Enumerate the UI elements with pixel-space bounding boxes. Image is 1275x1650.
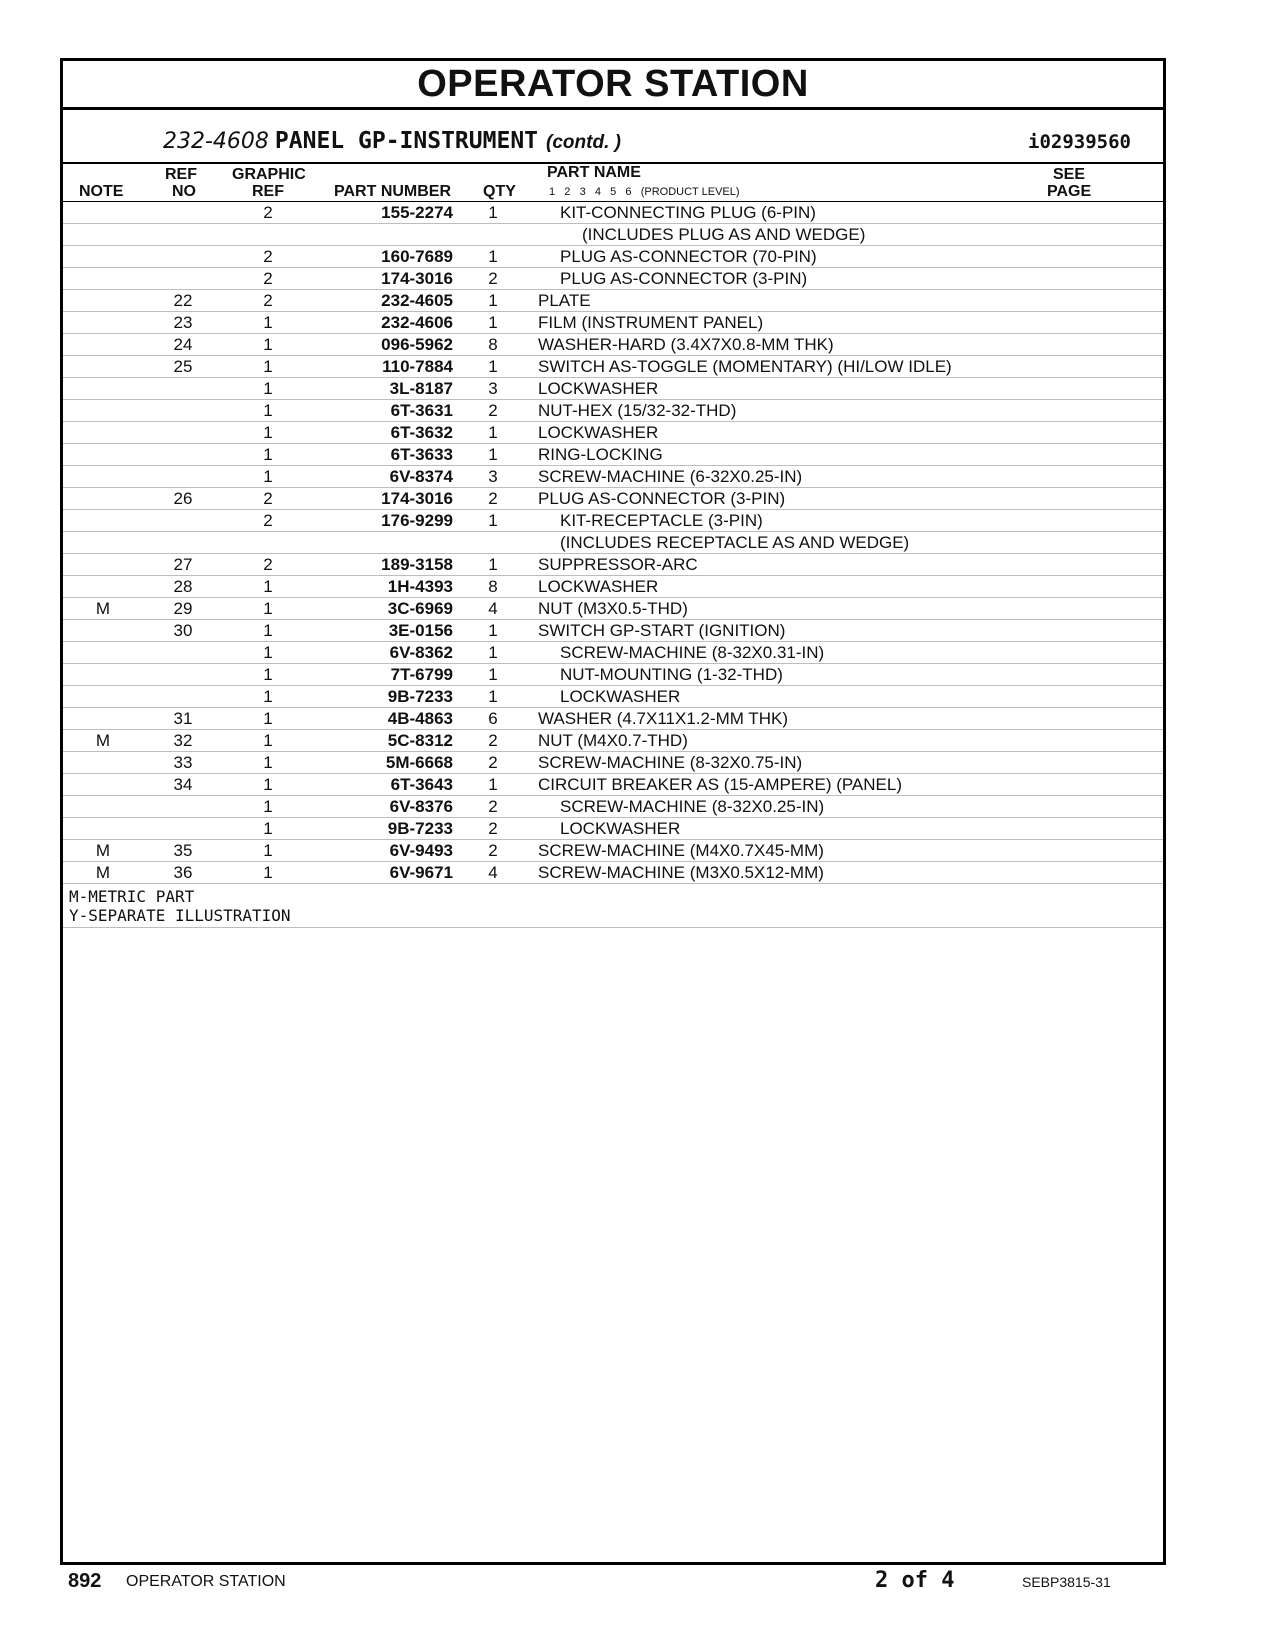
note-cell: [63, 664, 143, 686]
group-title: [163, 128, 621, 154]
qty-cell: 2: [453, 488, 533, 510]
table-row: [63, 268, 1163, 290]
qty-cell: 2: [453, 796, 533, 818]
part-name-cell: CIRCUIT BREAKER AS (15-AMPERE) (PANEL): [533, 774, 1093, 796]
graphic-ref-cell: 1: [223, 774, 313, 796]
note-cell: M: [63, 840, 143, 862]
footer-page-of: 2 of 4: [875, 1568, 955, 1593]
col-see-top: SEE: [1053, 166, 1086, 183]
qty-cell: [453, 224, 533, 246]
qty-cell: 2: [453, 730, 533, 752]
part-name-cell: SCREW-MACHINE (8-32X0.75-IN): [533, 752, 1093, 774]
part-name-cell: PLATE: [533, 290, 1093, 312]
column-headers: [63, 164, 1163, 202]
col-see-bottom: PAGE: [1047, 183, 1092, 200]
part-number-cell: 232-4606: [313, 312, 453, 334]
see-page-cell: [1093, 466, 1163, 488]
table-row: [63, 642, 1163, 664]
see-page-cell: [1093, 664, 1163, 686]
ref-no-cell: [143, 224, 223, 246]
see-page-cell: [1093, 598, 1163, 620]
graphic-ref-cell: 1: [223, 664, 313, 686]
see-page-cell: [1093, 730, 1163, 752]
see-page-cell: [1093, 554, 1163, 576]
ref-no-cell: [143, 378, 223, 400]
part-number-cell: 3L-8187: [313, 378, 453, 400]
ref-no-cell: 31: [143, 708, 223, 730]
table-row: [63, 246, 1163, 268]
part-number-cell: 3C-6969: [313, 598, 453, 620]
qty-cell: 2: [453, 752, 533, 774]
part-name-cell: SCREW-MACHINE (8-32X0.25-IN): [533, 796, 1093, 818]
qty-cell: 1: [453, 312, 533, 334]
footer-doc-id: SEBP3815-31: [1022, 1574, 1111, 1590]
graphic-ref-cell: [223, 224, 313, 246]
note-cell: [63, 818, 143, 840]
note-cell: [63, 202, 143, 224]
group-header: [63, 110, 1163, 164]
note-cell: [63, 620, 143, 642]
part-name-cell: WASHER-HARD (3.4X7X0.8-MM THK): [533, 334, 1093, 356]
graphic-ref-cell: 1: [223, 840, 313, 862]
table-row: [63, 576, 1163, 598]
graphic-ref-cell: 2: [223, 488, 313, 510]
qty-cell: 6: [453, 708, 533, 730]
part-number-cell: 3E-0156: [313, 620, 453, 642]
qty-cell: 1: [453, 444, 533, 466]
part-name-cell: SCREW-MACHINE (M4X0.7X45-MM): [533, 840, 1093, 862]
ref-no-cell: [143, 466, 223, 488]
see-page-cell: [1093, 686, 1163, 708]
table-row: [63, 356, 1163, 378]
col-ref-bottom: NO: [172, 183, 196, 200]
ref-no-cell: [143, 422, 223, 444]
part-number-cell: 096-5962: [313, 334, 453, 356]
graphic-ref-cell: 1: [223, 334, 313, 356]
part-number-cell: 4B-4863: [313, 708, 453, 730]
ref-no-cell: [143, 818, 223, 840]
table-row: [63, 422, 1163, 444]
see-page-cell: [1093, 422, 1163, 444]
part-name-cell: LOCKWASHER: [533, 818, 1093, 840]
note-cell: [63, 466, 143, 488]
qty-cell: 3: [453, 466, 533, 488]
parts-table-body: [63, 202, 1163, 884]
part-number-cell: 174-3016: [313, 268, 453, 290]
graphic-ref-cell: 1: [223, 312, 313, 334]
qty-cell: 1: [453, 290, 533, 312]
graphic-ref-cell: 1: [223, 642, 313, 664]
graphic-ref-cell: 2: [223, 290, 313, 312]
qty-cell: 2: [453, 840, 533, 862]
graphic-ref-cell: 1: [223, 576, 313, 598]
see-page-cell: [1093, 840, 1163, 862]
note-cell: M: [63, 862, 143, 884]
ref-no-cell: 36: [143, 862, 223, 884]
note-cell: [63, 510, 143, 532]
graphic-ref-cell: 1: [223, 400, 313, 422]
graphic-ref-cell: [223, 532, 313, 554]
see-page-cell: [1093, 510, 1163, 532]
ref-no-cell: 25: [143, 356, 223, 378]
ref-no-cell: [143, 796, 223, 818]
table-row: [63, 510, 1163, 532]
col-qty: QTY: [483, 183, 516, 200]
ref-no-cell: [143, 532, 223, 554]
ref-no-cell: 33: [143, 752, 223, 774]
graphic-ref-cell: 2: [223, 202, 313, 224]
part-name-cell: NUT (M4X0.7-THD): [533, 730, 1093, 752]
col-ref-top: REF: [165, 166, 197, 183]
part-name-cell: NUT-HEX (15/32-32-THD): [533, 400, 1093, 422]
col-part-number: PART NUMBER: [334, 183, 452, 200]
ref-no-cell: [143, 642, 223, 664]
part-name-cell: PLUG AS-CONNECTOR (70-PIN): [533, 246, 1093, 268]
graphic-ref-cell: 1: [223, 686, 313, 708]
graphic-ref-cell: 1: [223, 862, 313, 884]
table-row: [63, 862, 1163, 884]
ref-no-cell: [143, 686, 223, 708]
part-name-cell: SCREW-MACHINE (M3X0.5X12-MM): [533, 862, 1093, 884]
graphic-ref-cell: 1: [223, 356, 313, 378]
note-cell: [63, 554, 143, 576]
note-cell: [63, 752, 143, 774]
part-number-cell: 110-7884: [313, 356, 453, 378]
note-cell: [63, 290, 143, 312]
note-cell: [63, 356, 143, 378]
qty-cell: 1: [453, 642, 533, 664]
table-row: [63, 620, 1163, 642]
note-cell: [63, 642, 143, 664]
part-number-cell: 155-2274: [313, 202, 453, 224]
part-number-cell: 6V-8362: [313, 642, 453, 664]
part-name-cell: SUPPRESSOR-ARC: [533, 554, 1093, 576]
part-name-cell: LOCKWASHER: [533, 576, 1093, 598]
ref-no-cell: 29: [143, 598, 223, 620]
ref-no-cell: [143, 664, 223, 686]
qty-cell: 3: [453, 378, 533, 400]
part-name-cell: SWITCH AS-TOGGLE (MOMENTARY) (HI/LOW IDLE): [533, 356, 1093, 378]
part-name-cell: PLUG AS-CONNECTOR (3-PIN): [533, 488, 1093, 510]
part-number-cell: 5M-6668: [313, 752, 453, 774]
see-page-cell: [1093, 532, 1163, 554]
col-graphic-bottom: REF: [252, 183, 284, 200]
col-product-levels: 1 2 3 4 5 6 (PRODUCT LEVEL): [549, 186, 740, 198]
ref-no-cell: 27: [143, 554, 223, 576]
table-row: [63, 378, 1163, 400]
see-page-cell: [1093, 444, 1163, 466]
part-name-cell: RING-LOCKING: [533, 444, 1093, 466]
ref-no-cell: 28: [143, 576, 223, 598]
table-row: [63, 312, 1163, 334]
ref-no-cell: 22: [143, 290, 223, 312]
part-name-cell: KIT-RECEPTACLE (3-PIN): [533, 510, 1093, 532]
graphic-ref-cell: 1: [223, 598, 313, 620]
table-row: [63, 554, 1163, 576]
note-cell: [63, 774, 143, 796]
see-page-cell: [1093, 774, 1163, 796]
qty-cell: 1: [453, 686, 533, 708]
part-number-cell: 6V-9671: [313, 862, 453, 884]
qty-cell: 2: [453, 268, 533, 290]
table-row: [63, 686, 1163, 708]
graphic-ref-cell: 1: [223, 796, 313, 818]
col-part-name: PART NAME: [547, 164, 641, 181]
see-page-cell: [1093, 488, 1163, 510]
see-page-cell: [1093, 356, 1163, 378]
see-page-cell: [1093, 400, 1163, 422]
see-page-cell: [1093, 642, 1163, 664]
see-page-cell: [1093, 862, 1163, 884]
group-number: 232-4608: [163, 129, 269, 154]
ref-no-cell: [143, 202, 223, 224]
note-cell: [63, 796, 143, 818]
note-cell: [63, 334, 143, 356]
graphic-ref-cell: 1: [223, 422, 313, 444]
graphic-ref-cell: 1: [223, 444, 313, 466]
note-cell: [63, 532, 143, 554]
graphic-ref-cell: 2: [223, 510, 313, 532]
ref-no-cell: 34: [143, 774, 223, 796]
ref-no-cell: 26: [143, 488, 223, 510]
note-cell: [63, 686, 143, 708]
ref-no-cell: 23: [143, 312, 223, 334]
qty-cell: 8: [453, 576, 533, 598]
note-cell: [63, 268, 143, 290]
see-page-cell: [1093, 268, 1163, 290]
note-cell: [63, 444, 143, 466]
see-page-cell: [1093, 378, 1163, 400]
ref-no-cell: [143, 510, 223, 532]
col-graphic-top: GRAPHIC: [232, 166, 306, 183]
graphic-ref-cell: 2: [223, 554, 313, 576]
graphic-ref-cell: 1: [223, 378, 313, 400]
see-page-cell: [1093, 818, 1163, 840]
part-name-cell: (INCLUDES PLUG AS AND WEDGE): [533, 224, 1093, 246]
part-name-cell: NUT-MOUNTING (1-32-THD): [533, 664, 1093, 686]
part-number-cell: 232-4605: [313, 290, 453, 312]
table-row: [63, 202, 1163, 224]
part-number-cell: 6T-3632: [313, 422, 453, 444]
qty-cell: 8: [453, 334, 533, 356]
part-number-cell: 6T-3631: [313, 400, 453, 422]
graphic-ref-cell: 1: [223, 466, 313, 488]
note-cell: M: [63, 730, 143, 752]
see-page-cell: [1093, 290, 1163, 312]
table-row: [63, 488, 1163, 510]
table-row: [63, 730, 1163, 752]
table-row: [63, 466, 1163, 488]
part-number-cell: 160-7689: [313, 246, 453, 268]
table-row: [63, 818, 1163, 840]
part-number-cell: 1H-4393: [313, 576, 453, 598]
table-row: [63, 752, 1163, 774]
part-name-cell: SWITCH GP-START (IGNITION): [533, 620, 1093, 642]
qty-cell: 2: [453, 400, 533, 422]
part-number-cell: 6V-9493: [313, 840, 453, 862]
page-title: OPERATOR STATION: [63, 61, 1163, 110]
see-page-cell: [1093, 620, 1163, 642]
see-page-cell: [1093, 576, 1163, 598]
see-page-cell: [1093, 752, 1163, 774]
qty-cell: 1: [453, 356, 533, 378]
qty-cell: 4: [453, 598, 533, 620]
graphic-ref-cell: 1: [223, 818, 313, 840]
part-name-cell: PLUG AS-CONNECTOR (3-PIN): [533, 268, 1093, 290]
part-number-cell: 7T-6799: [313, 664, 453, 686]
graphic-ref-cell: 2: [223, 268, 313, 290]
page-footer: [0, 1568, 1275, 1608]
ref-no-cell: 32: [143, 730, 223, 752]
parts-table: [63, 202, 1163, 884]
table-row: [63, 290, 1163, 312]
ref-no-cell: [143, 400, 223, 422]
illustration-id: i02939560: [1028, 131, 1131, 153]
footer-section: OPERATOR STATION: [126, 1573, 286, 1590]
qty-cell: 2: [453, 818, 533, 840]
note-cell: [63, 708, 143, 730]
part-name-cell: LOCKWASHER: [533, 686, 1093, 708]
note-cell: [63, 378, 143, 400]
part-number-cell: 6T-3633: [313, 444, 453, 466]
legend-separate-illustration: Y-SEPARATE ILLUSTRATION: [69, 906, 291, 925]
ref-no-cell: [143, 246, 223, 268]
note-cell: [63, 400, 143, 422]
part-number-cell: 6V-8376: [313, 796, 453, 818]
part-number-cell: 6V-8374: [313, 466, 453, 488]
part-name-cell: FILM (INSTRUMENT PANEL): [533, 312, 1093, 334]
page-frame: [60, 58, 1166, 1565]
part-name-cell: LOCKWASHER: [533, 422, 1093, 444]
qty-cell: 1: [453, 246, 533, 268]
note-cell: [63, 246, 143, 268]
part-number-cell: 6T-3643: [313, 774, 453, 796]
col-note: NOTE: [79, 183, 124, 200]
part-name-cell: LOCKWASHER: [533, 378, 1093, 400]
part-number-cell: 176-9299: [313, 510, 453, 532]
table-row: [63, 400, 1163, 422]
qty-cell: 1: [453, 664, 533, 686]
ref-no-cell: 30: [143, 620, 223, 642]
legend-metric: M-METRIC PART: [69, 887, 195, 906]
ref-no-cell: 35: [143, 840, 223, 862]
part-number-cell: 174-3016: [313, 488, 453, 510]
note-cell: [63, 422, 143, 444]
qty-cell: 1: [453, 620, 533, 642]
table-row: [63, 224, 1163, 246]
graphic-ref-cell: 1: [223, 620, 313, 642]
qty-cell: 1: [453, 554, 533, 576]
part-number-cell: 9B-7233: [313, 686, 453, 708]
part-number-cell: 9B-7233: [313, 818, 453, 840]
note-cell: [63, 224, 143, 246]
qty-cell: 1: [453, 202, 533, 224]
ref-no-cell: [143, 268, 223, 290]
table-row: [63, 774, 1163, 796]
see-page-cell: [1093, 224, 1163, 246]
see-page-cell: [1093, 708, 1163, 730]
graphic-ref-cell: 1: [223, 708, 313, 730]
table-row: [63, 664, 1163, 686]
note-cell: [63, 488, 143, 510]
see-page-cell: [1093, 246, 1163, 268]
table-row: [63, 708, 1163, 730]
graphic-ref-cell: 1: [223, 752, 313, 774]
part-name-cell: (INCLUDES RECEPTACLE AS AND WEDGE): [533, 532, 1093, 554]
group-continued: (contd. ): [546, 132, 621, 153]
note-cell: [63, 576, 143, 598]
ref-no-cell: [143, 444, 223, 466]
qty-cell: 1: [453, 422, 533, 444]
part-name-cell: SCREW-MACHINE (6-32X0.25-IN): [533, 466, 1093, 488]
part-name-cell: KIT-CONNECTING PLUG (6-PIN): [533, 202, 1093, 224]
qty-cell: 1: [453, 774, 533, 796]
table-row: [63, 334, 1163, 356]
part-number-cell: [313, 532, 453, 554]
part-name-cell: WASHER (4.7X11X1.2-MM THK): [533, 708, 1093, 730]
see-page-cell: [1093, 334, 1163, 356]
ref-no-cell: 24: [143, 334, 223, 356]
group-name: PANEL GP-INSTRUMENT: [274, 128, 539, 154]
part-number-cell: 189-3158: [313, 554, 453, 576]
part-number-cell: [313, 224, 453, 246]
note-cell: M: [63, 598, 143, 620]
part-number-cell: 5C-8312: [313, 730, 453, 752]
table-row: [63, 840, 1163, 862]
qty-cell: 1: [453, 510, 533, 532]
legend: [63, 884, 1163, 928]
note-cell: [63, 312, 143, 334]
table-row: [63, 444, 1163, 466]
graphic-ref-cell: 1: [223, 730, 313, 752]
part-name-cell: SCREW-MACHINE (8-32X0.31-IN): [533, 642, 1093, 664]
qty-cell: 4: [453, 862, 533, 884]
see-page-cell: [1093, 312, 1163, 334]
see-page-cell: [1093, 202, 1163, 224]
footer-page-number: 892: [68, 1570, 102, 1592]
part-name-cell: NUT (M3X0.5-THD): [533, 598, 1093, 620]
graphic-ref-cell: 2: [223, 246, 313, 268]
table-row: [63, 598, 1163, 620]
see-page-cell: [1093, 796, 1163, 818]
qty-cell: [453, 532, 533, 554]
table-row: [63, 532, 1163, 554]
table-row: [63, 796, 1163, 818]
